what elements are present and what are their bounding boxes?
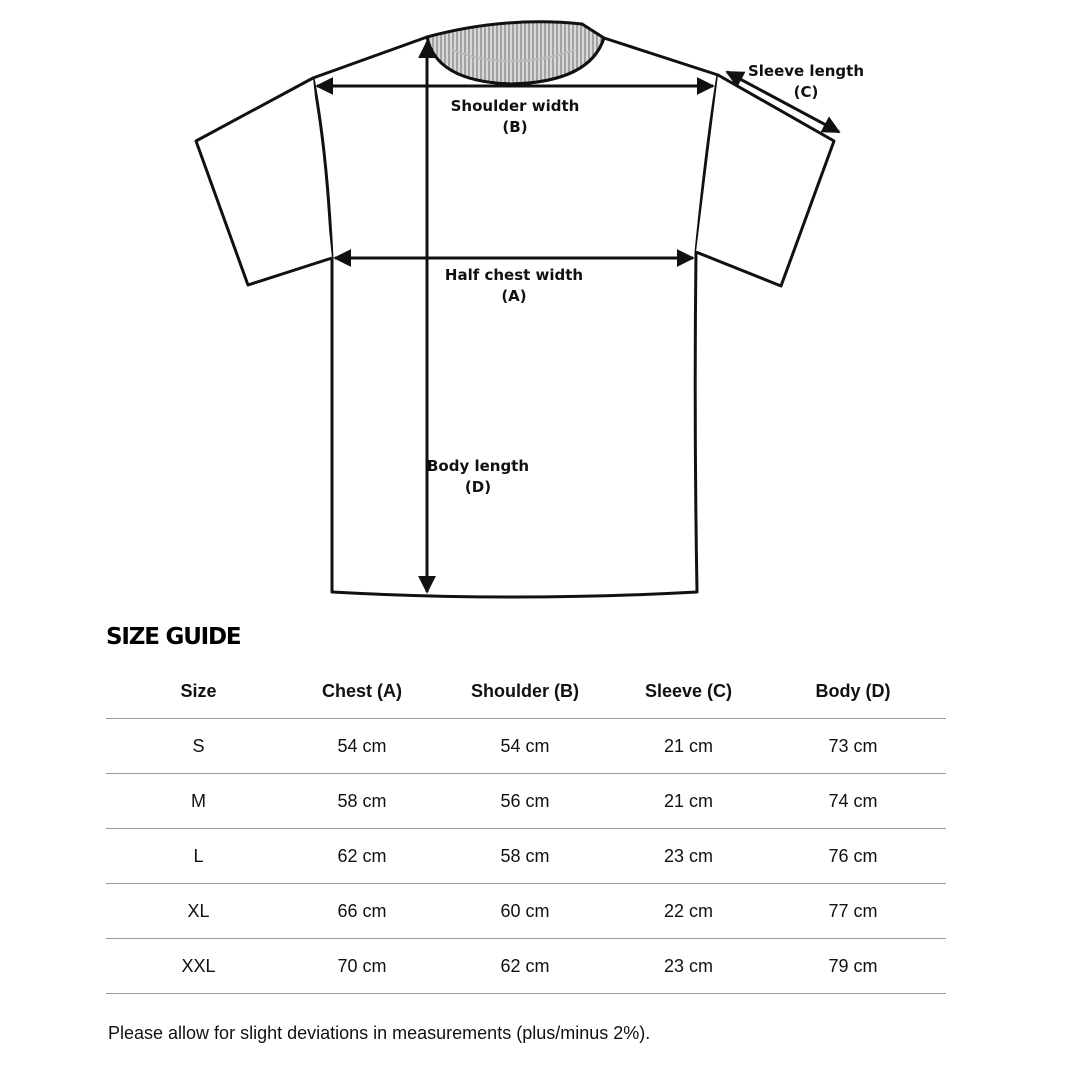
header-sleeve: Sleeve (C)	[617, 664, 760, 719]
cell-shoulder: 60 cm	[433, 884, 617, 939]
cell-chest: 62 cm	[291, 829, 433, 884]
cell-sleeve: 21 cm	[617, 719, 760, 774]
cell-shoulder: 62 cm	[433, 939, 617, 994]
table-row	[106, 774, 946, 829]
cell-size: XXL	[106, 939, 291, 994]
cell-body: 79 cm	[760, 939, 946, 994]
cell-chest: 54 cm	[291, 719, 433, 774]
cell-chest: 58 cm	[291, 774, 433, 829]
cell-shoulder: 54 cm	[433, 719, 617, 774]
table-row	[106, 829, 946, 884]
cell-shoulder: 58 cm	[433, 829, 617, 884]
left-sleeve	[196, 78, 332, 285]
cell-sleeve: 21 cm	[617, 774, 760, 829]
cell-shoulder: 56 cm	[433, 774, 617, 829]
sleeve-letter: (C)	[793, 83, 819, 101]
table-row	[106, 719, 946, 774]
size-guide-title: SIZE GUIDE	[106, 624, 241, 650]
measurement-note: Please allow for slight deviations in measurements (plus/minus 2%).	[108, 1023, 651, 1043]
shoulder-letter: (B)	[502, 118, 528, 136]
size-table	[106, 664, 946, 994]
body-letter: (D)	[464, 478, 492, 496]
table-row	[106, 939, 946, 994]
chest-letter: (A)	[501, 287, 527, 305]
cell-body: 74 cm	[760, 774, 946, 829]
cell-chest: 66 cm	[291, 884, 433, 939]
right-sleeve	[696, 75, 834, 286]
table-row	[106, 884, 946, 939]
body-label: Body length	[426, 457, 530, 475]
cell-body: 77 cm	[760, 884, 946, 939]
header-chest: Chest (A)	[291, 664, 433, 719]
header-size: Size	[106, 664, 291, 719]
shoulder-label: Shoulder width	[450, 97, 580, 115]
cell-size: XL	[106, 884, 291, 939]
cell-size: S	[106, 719, 291, 774]
cell-body: 76 cm	[760, 829, 946, 884]
cell-sleeve: 23 cm	[617, 829, 760, 884]
chest-label: Half chest width	[444, 266, 584, 284]
cell-sleeve: 23 cm	[617, 939, 760, 994]
table-header-row	[106, 664, 946, 719]
cell-size: L	[106, 829, 291, 884]
cell-sleeve: 22 cm	[617, 884, 760, 939]
header-shoulder: Shoulder (B)	[433, 664, 617, 719]
sleeve-label: Sleeve length	[747, 62, 865, 80]
cell-size: M	[106, 774, 291, 829]
cell-chest: 70 cm	[291, 939, 433, 994]
cell-body: 73 cm	[760, 719, 946, 774]
header-body: Body (D)	[760, 664, 946, 719]
